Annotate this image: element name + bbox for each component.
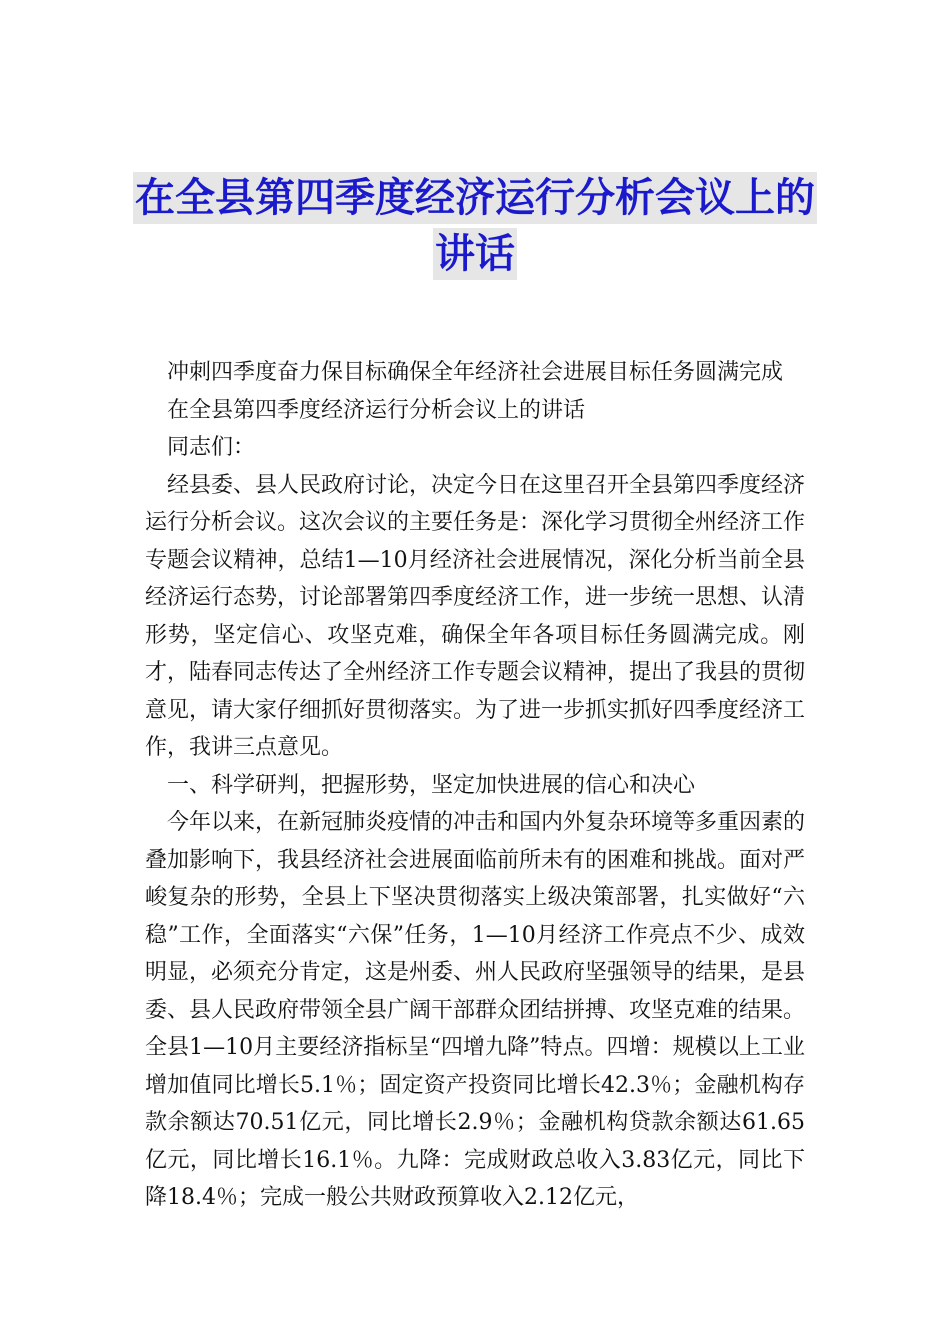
- title-line-1: 在全县第四季度经济运行分析会议上的: [133, 172, 817, 224]
- salutation-paragraph: 同志们：: [167, 435, 256, 460]
- document-body: [145, 354, 805, 1217]
- subtitle-paragraph: 冲刺四季度奋力保目标确保全年经济社会进展目标任务圆满完成: [167, 360, 784, 385]
- section-1-paragraph: 今年以来，在新冠肺炎疫情的冲击和国内外复杂环境等多重因素的叠加影响下，我县经济社会进展面临前所未有的困难和挑战。面对严峻复杂的形势，全县上下坚决贯彻落实上级决策部署，扎实做好“六稳”工作，全面落实“六保”任务，1—10月经济工作亮点不少、成效明显，必须充分肯定，这是州委、州人民政府坚强领导的结果，是县委、县人民政府带领全县广阔干部群众团结拼搏、攻坚克难的结果。全县1—10月主要经济指标呈“四增九降”特点。四增：规模以上工业增加值同比增长5.1％；固定资产投资同比增长42.3％；金融机构存款余额达70.51亿元，同比增长2.9％；金融机构贷款余额达61.65亿元，同比增长16.1％。九降：完成财政总收入3.83亿元，同比下降18.4％；完成一般公共财政预算收入2.12亿元，: [145, 810, 806, 1210]
- document-title: [100, 172, 850, 284]
- title-line-2: 讲话: [433, 228, 517, 280]
- intro-paragraph: 经县委、县人民政府讨论，决定今日在这里召开全县第四季度经济运行分析会议。这次会议的主要任务是：深化学习贯彻全州经济工作专题会议精神，总结1—10月经济社会进展情况，深化分析当前全县经济运行态势，讨论部署第四季度经济工作，进一步统一思想、认清形势，坚定信心、攻坚克难，确保全年各项目标任务圆满完成。刚才，陆春同志传达了全州经济工作专题会议精神，提出了我县的贯彻意见，请大家仔细抓好贯彻落实。为了进一步抓实抓好四季度经济工作，我讲三点意见。: [145, 472, 806, 760]
- section-heading-1: 一、科学研判，把握形势，坚定加快进展的信心和决心: [167, 772, 696, 798]
- speech-title-paragraph: 在全县第四季度经济运行分析会议上的讲话: [167, 397, 586, 423]
